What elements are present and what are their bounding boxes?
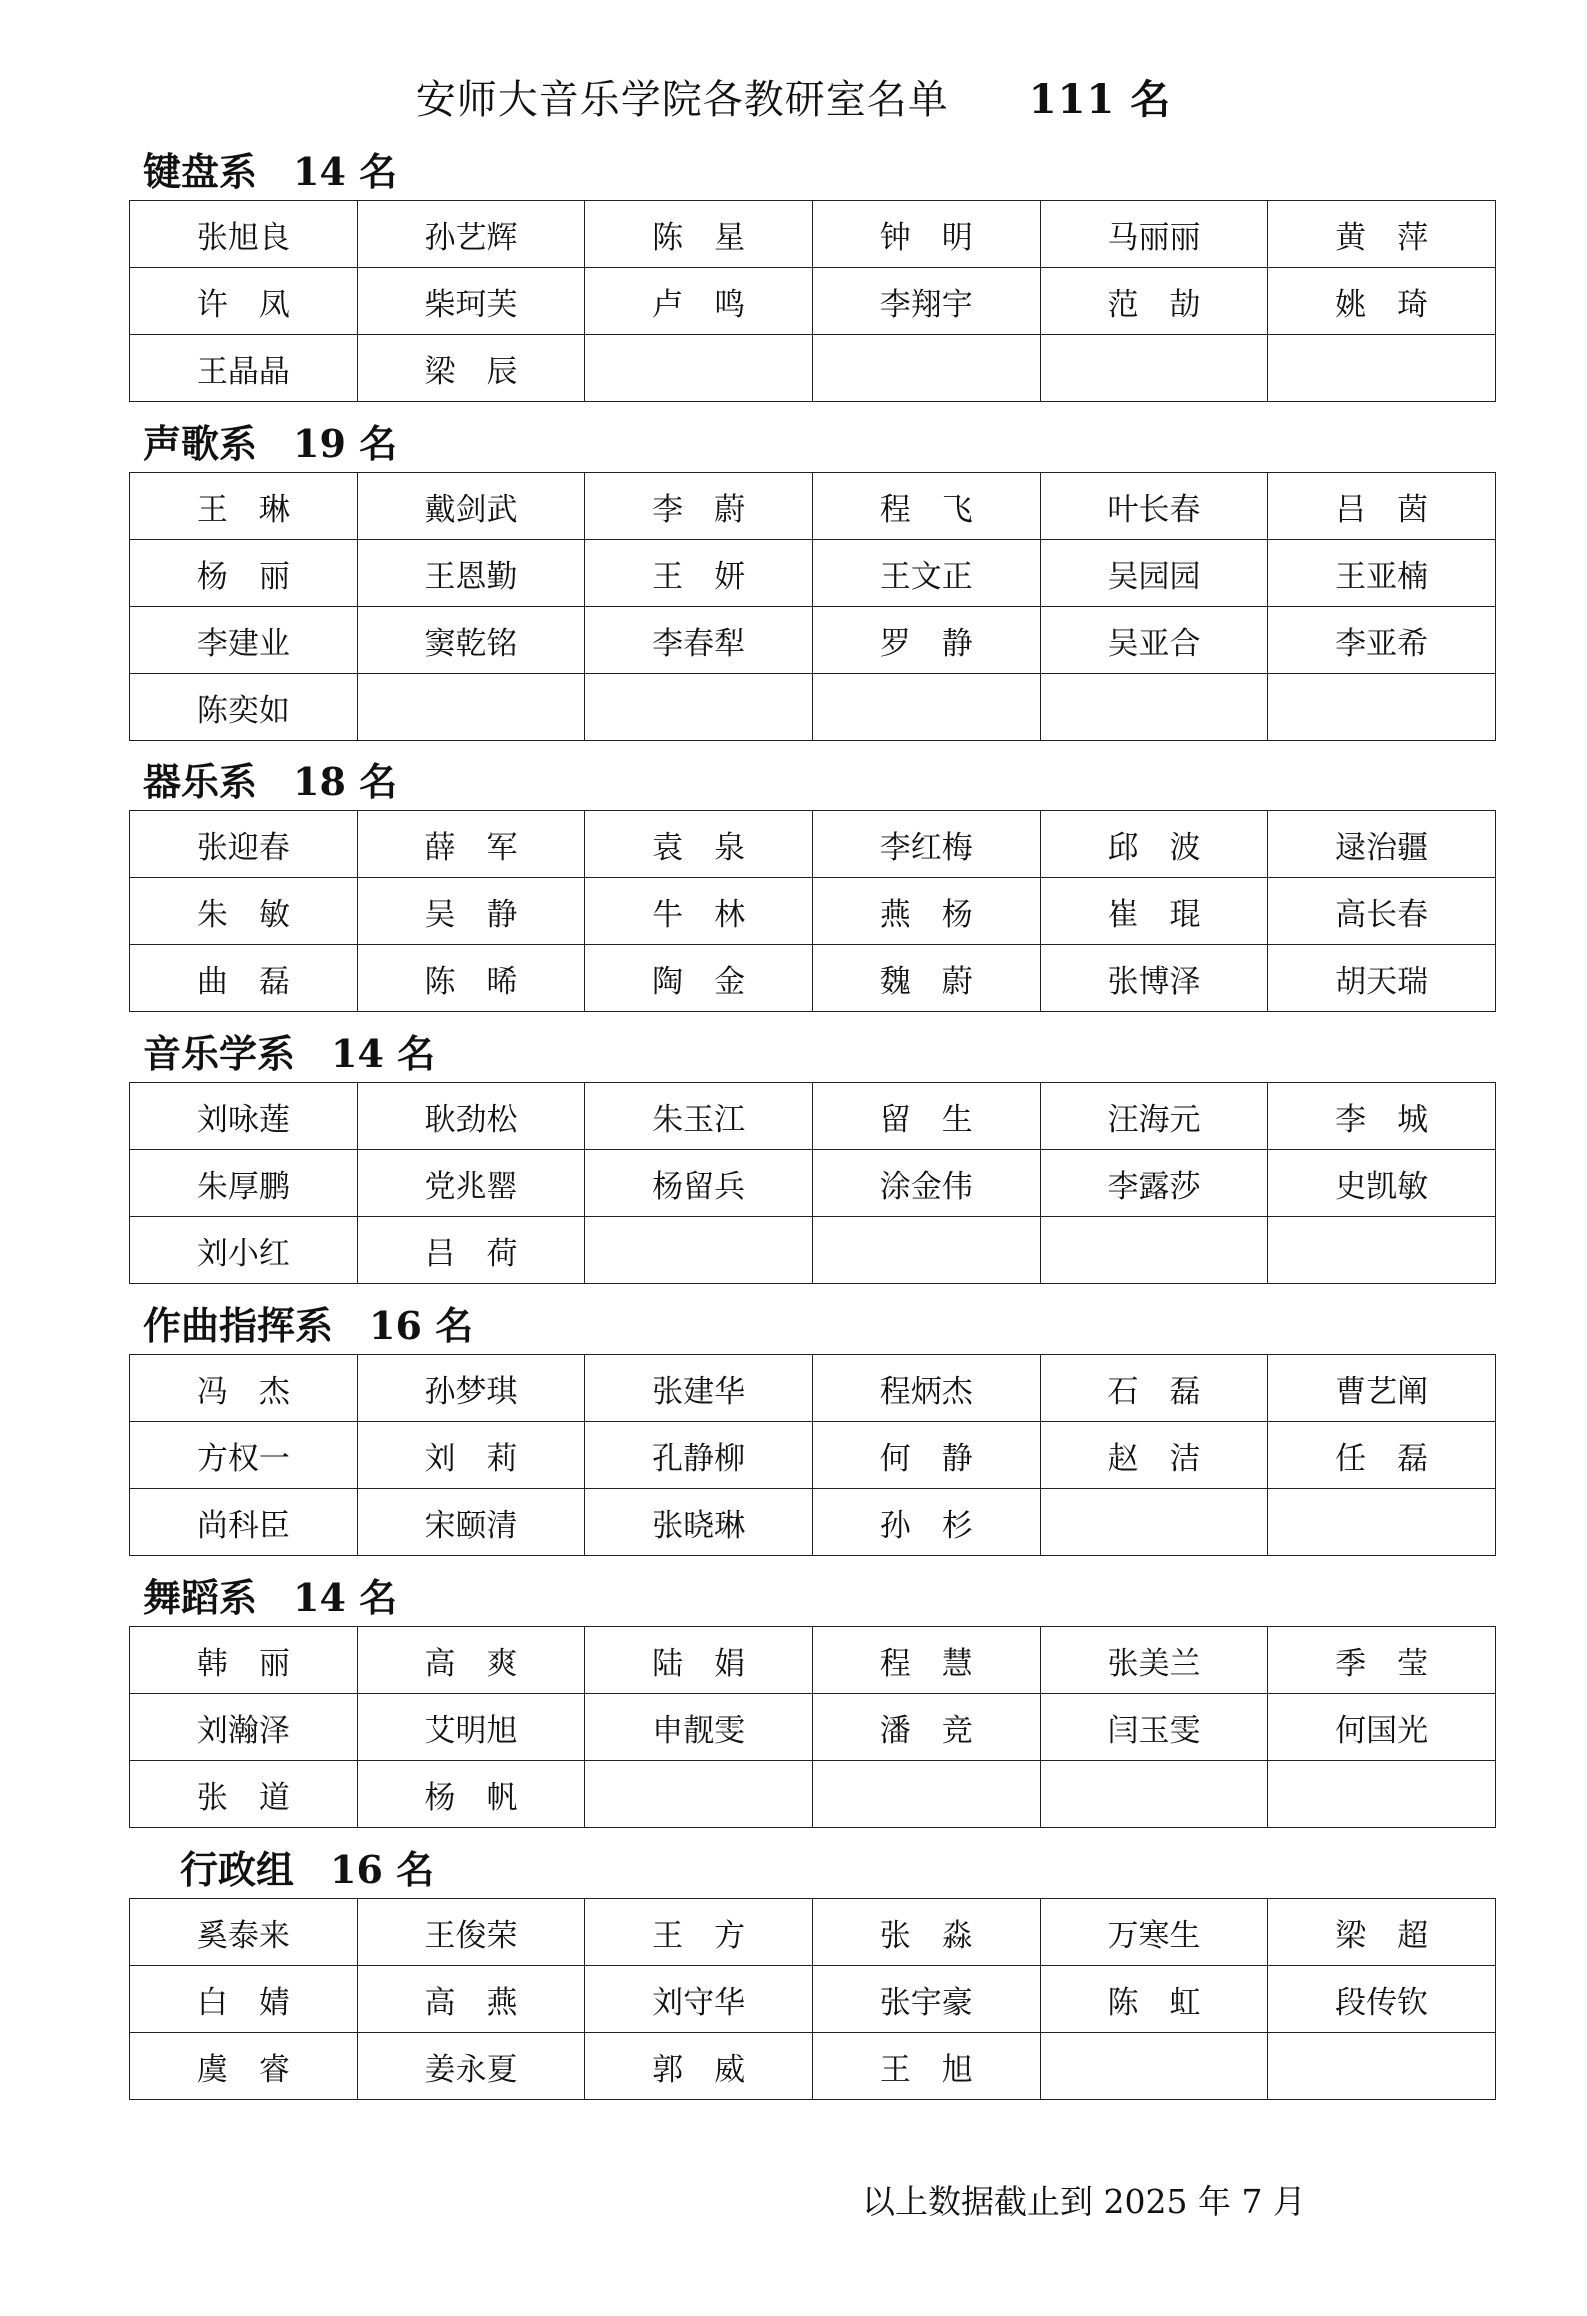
- staff-name-cell: 韩 丽: [130, 1627, 358, 1694]
- staff-name-cell: 何国光: [1268, 1694, 1496, 1761]
- staff-name-cell: 张宇豪: [812, 1966, 1040, 2033]
- table-row: [130, 335, 1496, 402]
- staff-name-cell: 王文正: [812, 540, 1040, 607]
- staff-name-cell: 陈 星: [585, 201, 813, 268]
- staff-name-cell: 高长春: [1268, 878, 1496, 945]
- staff-name-cell: 孔静柳: [585, 1422, 813, 1489]
- staff-name-cell: [585, 1217, 813, 1284]
- staff-name-cell: 李 蔚: [585, 473, 813, 540]
- staff-name-cell: 刘守华: [585, 1966, 813, 2033]
- staff-name-cell: 党兆罂: [357, 1150, 585, 1217]
- staff-name-cell: 杨 帆: [357, 1761, 585, 1828]
- staff-name-cell: 吕 荷: [357, 1217, 585, 1284]
- staff-name-cell: 燕 杨: [812, 878, 1040, 945]
- staff-table: [129, 200, 1496, 402]
- table-row: [130, 1899, 1496, 1966]
- staff-name-cell: 孙 杉: [812, 1489, 1040, 1556]
- section-count: 18 名: [293, 759, 398, 804]
- staff-name-cell: [1040, 2033, 1268, 2100]
- staff-name-cell: [1268, 674, 1496, 741]
- staff-name-cell: 王 妍: [585, 540, 813, 607]
- staff-name-cell: 万寒生: [1040, 1899, 1268, 1966]
- staff-name-cell: 牛 林: [585, 878, 813, 945]
- staff-name-cell: 魏 蔚: [812, 945, 1040, 1012]
- staff-name-cell: 程炳杰: [812, 1355, 1040, 1422]
- section-count: 19 名: [293, 421, 398, 466]
- table-row: [130, 674, 1496, 741]
- staff-name-cell: 张 淼: [812, 1899, 1040, 1966]
- footer-note: 以上数据截止到 2025 年 7 月: [862, 2182, 1306, 2221]
- staff-name-cell: 留 生: [812, 1083, 1040, 1150]
- staff-name-cell: 王 方: [585, 1899, 813, 1966]
- staff-name-cell: 吴亚合: [1040, 607, 1268, 674]
- table-row: [130, 1761, 1496, 1828]
- section-heading: [143, 1574, 397, 1622]
- table-row: [130, 1217, 1496, 1284]
- staff-name-cell: 程 飞: [812, 473, 1040, 540]
- staff-name-cell: 姜永夏: [357, 2033, 585, 2100]
- staff-name-cell: 王晶晶: [130, 335, 358, 402]
- section-name: 音乐学系: [143, 1031, 296, 1076]
- staff-name-cell: 黄 萍: [1268, 201, 1496, 268]
- staff-name-cell: 王亚楠: [1268, 540, 1496, 607]
- staff-table: [129, 1626, 1496, 1828]
- staff-name-cell: 邱 波: [1040, 811, 1268, 878]
- staff-name-cell: 张建华: [585, 1355, 813, 1422]
- staff-name-cell: 何 静: [812, 1422, 1040, 1489]
- staff-name-cell: 刘咏莲: [130, 1083, 358, 1150]
- staff-name-cell: 曹艺阐: [1268, 1355, 1496, 1422]
- staff-name-cell: 叶长春: [1040, 473, 1268, 540]
- staff-name-cell: 张迎春: [130, 811, 358, 878]
- staff-name-cell: [585, 335, 813, 402]
- staff-name-cell: 刘 莉: [357, 1422, 585, 1489]
- staff-name-cell: [812, 1761, 1040, 1828]
- staff-name-cell: 窦乾铭: [357, 607, 585, 674]
- staff-name-cell: [812, 1217, 1040, 1284]
- section-count: 14 名: [331, 1031, 436, 1076]
- staff-name-cell: [1268, 1761, 1496, 1828]
- staff-name-cell: [1040, 674, 1268, 741]
- section-heading: [143, 758, 397, 806]
- staff-name-cell: 涂金伟: [812, 1150, 1040, 1217]
- table-row: [130, 607, 1496, 674]
- staff-name-cell: [1268, 2033, 1496, 2100]
- section-name: 作曲指挥系: [143, 1303, 334, 1348]
- staff-name-cell: 季 莹: [1268, 1627, 1496, 1694]
- staff-name-cell: 陆 娟: [585, 1627, 813, 1694]
- staff-name-cell: [1268, 1217, 1496, 1284]
- staff-name-cell: 李翔宇: [812, 268, 1040, 335]
- staff-name-cell: [1268, 335, 1496, 402]
- staff-name-cell: 赵 洁: [1040, 1422, 1268, 1489]
- staff-name-cell: 郭 威: [585, 2033, 813, 2100]
- title-text: 安师大音乐学院各教研室名单: [415, 77, 949, 123]
- section-heading: [143, 1302, 473, 1350]
- staff-name-cell: 袁 泉: [585, 811, 813, 878]
- staff-name-cell: [812, 674, 1040, 741]
- staff-name-cell: 奚泰来: [130, 1899, 358, 1966]
- staff-table: [129, 472, 1496, 741]
- staff-name-cell: 汪海元: [1040, 1083, 1268, 1150]
- staff-table: [129, 1898, 1496, 2100]
- staff-name-cell: 许 凤: [130, 268, 358, 335]
- table-row: [130, 1422, 1496, 1489]
- staff-name-cell: 冯 杰: [130, 1355, 358, 1422]
- staff-name-cell: 李亚希: [1268, 607, 1496, 674]
- staff-name-cell: 张美兰: [1040, 1627, 1268, 1694]
- table-row: [130, 2033, 1496, 2100]
- staff-name-cell: 吴园园: [1040, 540, 1268, 607]
- section-name: 舞蹈系: [143, 1575, 258, 1620]
- staff-name-cell: 史凯敏: [1268, 1150, 1496, 1217]
- staff-name-cell: 范 劼: [1040, 268, 1268, 335]
- staff-name-cell: 刘瀚泽: [130, 1694, 358, 1761]
- staff-name-cell: 吕 茵: [1268, 473, 1496, 540]
- table-row: [130, 1627, 1496, 1694]
- staff-name-cell: 王 旭: [812, 2033, 1040, 2100]
- staff-name-cell: 王 琳: [130, 473, 358, 540]
- section-heading: [143, 1030, 435, 1078]
- staff-name-cell: 李春犁: [585, 607, 813, 674]
- staff-name-cell: [1040, 1217, 1268, 1284]
- table-row: [130, 878, 1496, 945]
- table-row: [130, 1966, 1496, 2033]
- staff-name-cell: 马丽丽: [1040, 201, 1268, 268]
- table-row: [130, 473, 1496, 540]
- staff-name-cell: 柴珂芙: [357, 268, 585, 335]
- staff-name-cell: 孙艺辉: [357, 201, 585, 268]
- staff-name-cell: 孙梦琪: [357, 1355, 585, 1422]
- section-name: 行政组: [180, 1847, 295, 1892]
- table-row: [130, 540, 1496, 607]
- staff-name-cell: 胡天瑞: [1268, 945, 1496, 1012]
- staff-name-cell: 李建业: [130, 607, 358, 674]
- staff-name-cell: 逯治疆: [1268, 811, 1496, 878]
- section-count: 14 名: [293, 149, 398, 194]
- staff-name-cell: 宋颐清: [357, 1489, 585, 1556]
- table-row: [130, 1489, 1496, 1556]
- staff-name-cell: 梁 超: [1268, 1899, 1496, 1966]
- staff-table: [129, 1354, 1496, 1556]
- staff-name-cell: 方权一: [130, 1422, 358, 1489]
- staff-name-cell: 曲 磊: [130, 945, 358, 1012]
- section-heading: [143, 148, 397, 196]
- staff-name-cell: 张旭良: [130, 201, 358, 268]
- table-row: [130, 1083, 1496, 1150]
- staff-name-cell: 任 磊: [1268, 1422, 1496, 1489]
- staff-name-cell: 杨 丽: [130, 540, 358, 607]
- staff-name-cell: 陈 晞: [357, 945, 585, 1012]
- staff-name-cell: 梁 辰: [357, 335, 585, 402]
- staff-name-cell: [812, 335, 1040, 402]
- staff-name-cell: 薛 军: [357, 811, 585, 878]
- staff-name-cell: 高 爽: [357, 1627, 585, 1694]
- staff-name-cell: 王俊荣: [357, 1899, 585, 1966]
- staff-name-cell: [1268, 1489, 1496, 1556]
- staff-name-cell: 陈奕如: [130, 674, 358, 741]
- table-row: [130, 1355, 1496, 1422]
- staff-name-cell: 虞 睿: [130, 2033, 358, 2100]
- staff-name-cell: 刘小红: [130, 1217, 358, 1284]
- staff-name-cell: 朱玉江: [585, 1083, 813, 1150]
- staff-name-cell: 李红梅: [812, 811, 1040, 878]
- staff-name-cell: 高 燕: [357, 1966, 585, 2033]
- staff-name-cell: 姚 琦: [1268, 268, 1496, 335]
- staff-name-cell: 张 道: [130, 1761, 358, 1828]
- staff-name-cell: 段传钦: [1268, 1966, 1496, 2033]
- staff-name-cell: [585, 674, 813, 741]
- section-heading: [180, 1846, 434, 1894]
- table-row: [130, 1694, 1496, 1761]
- staff-name-cell: 陶 金: [585, 945, 813, 1012]
- table-row: [130, 811, 1496, 878]
- table-row: [130, 945, 1496, 1012]
- staff-name-cell: [1040, 1761, 1268, 1828]
- staff-name-cell: 戴剑武: [357, 473, 585, 540]
- table-row: [130, 268, 1496, 335]
- staff-name-cell: 程 慧: [812, 1627, 1040, 1694]
- table-row: [130, 1150, 1496, 1217]
- staff-table: [129, 1082, 1496, 1284]
- staff-name-cell: 张博泽: [1040, 945, 1268, 1012]
- staff-name-cell: 潘 竞: [812, 1694, 1040, 1761]
- document-title: [0, 72, 1587, 128]
- section-count: 14 名: [293, 1575, 398, 1620]
- staff-table: [129, 810, 1496, 1012]
- staff-name-cell: 李露莎: [1040, 1150, 1268, 1217]
- section-heading: [143, 420, 397, 468]
- table-row: [130, 201, 1496, 268]
- staff-name-cell: 杨留兵: [585, 1150, 813, 1217]
- staff-name-cell: [1040, 335, 1268, 402]
- staff-name-cell: 耿劲松: [357, 1083, 585, 1150]
- staff-name-cell: 朱厚鹏: [130, 1150, 358, 1217]
- staff-name-cell: [1040, 1489, 1268, 1556]
- staff-name-cell: 陈 虹: [1040, 1966, 1268, 2033]
- staff-name-cell: 王恩勤: [357, 540, 585, 607]
- staff-name-cell: 崔 琨: [1040, 878, 1268, 945]
- staff-name-cell: 李 城: [1268, 1083, 1496, 1150]
- section-name: 声歌系: [143, 421, 258, 466]
- section-count: 16 名: [330, 1847, 435, 1892]
- section-name: 器乐系: [143, 759, 258, 804]
- staff-name-cell: 张晓琳: [585, 1489, 813, 1556]
- staff-name-cell: [585, 1761, 813, 1828]
- staff-name-cell: 朱 敏: [130, 878, 358, 945]
- section-count: 16 名: [369, 1303, 474, 1348]
- staff-name-cell: 白 婧: [130, 1966, 358, 2033]
- staff-name-cell: 尚科臣: [130, 1489, 358, 1556]
- staff-name-cell: 吴 静: [357, 878, 585, 945]
- staff-name-cell: 钟 明: [812, 201, 1040, 268]
- staff-name-cell: 卢 鸣: [585, 268, 813, 335]
- staff-name-cell: 申靓雯: [585, 1694, 813, 1761]
- staff-name-cell: 艾明旭: [357, 1694, 585, 1761]
- section-name: 键盘系: [143, 149, 258, 194]
- staff-name-cell: 罗 静: [812, 607, 1040, 674]
- title-total-count: 111 名: [1028, 76, 1172, 123]
- staff-name-cell: 石 磊: [1040, 1355, 1268, 1422]
- staff-name-cell: [357, 674, 585, 741]
- staff-name-cell: 闫玉雯: [1040, 1694, 1268, 1761]
